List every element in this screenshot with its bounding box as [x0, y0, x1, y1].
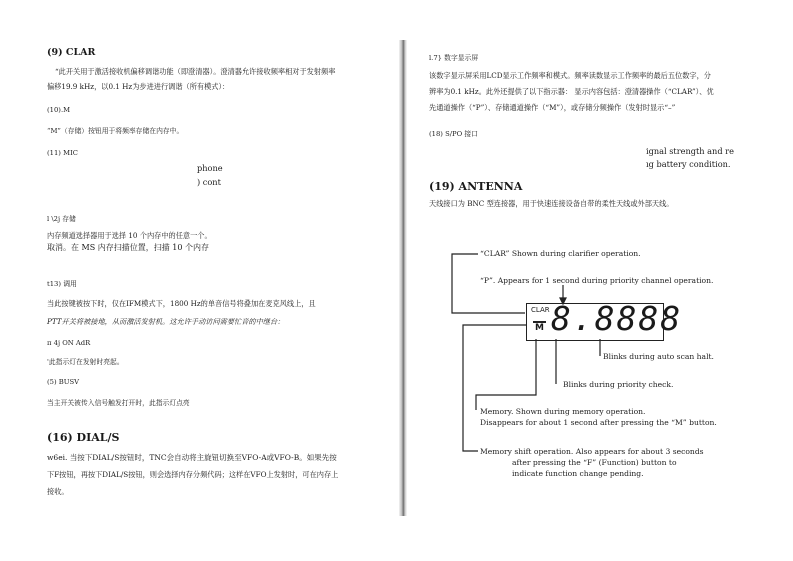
section-17-line-1: 该数字显示屏采用LCD显示工作频率和模式。频率读数显示工作频率的最后五位数字，分: [429, 71, 711, 80]
section-16-line-1: w6ei. 当按下DIAL/S按钮时，TNC会自动将主旋钮切换至VFO-A或VFO-B。如果先按: [47, 453, 337, 462]
caption-memory-1: Memory. Shown during memory operation.: [480, 407, 646, 416]
caption-memory-2: Disappears for about 1 second after pressing the “M” button.: [480, 418, 717, 427]
section-10-title: (10).M: [47, 106, 71, 114]
lcd-memory-indicator: M: [535, 323, 544, 333]
caption-priority-p: “P”. Appears for 1 second during priority channel operation.: [480, 276, 714, 285]
caption-priority-check: Blinks during priority check.: [563, 380, 674, 389]
section-11-title: (11) MIC: [47, 149, 78, 157]
section-13-title: t13) 调用: [47, 280, 77, 288]
section-15-line-1: 当主开关被传入信号触发打开时，此指示灯点亮: [47, 399, 190, 407]
caption-memory-shift-2: after pressing the “F” (Function) button to: [512, 458, 677, 467]
section-17-title: l.7} 数字显示屏: [429, 54, 479, 62]
caption-memory-shift-1: Memory shift operation. Also appears for about 3 seconds: [480, 447, 704, 456]
section-17-line-2: 辨率为0.1 kHz。此外还提供了以下指示器： 显示内容包括：澄清器操作（“CLAR”）、优: [429, 87, 714, 96]
section-19-line-1: 天线接口为 BNC 型连接器，用于快速连接设备自带的柔性天线或外部天线。: [429, 199, 674, 208]
section-10-line-1: “M”（存储）按钮用于将频率存储在内存中。: [47, 127, 184, 135]
section-12-line-2: 取消。在 MS 内存扫描位置，扫描 10 个内存: [47, 243, 210, 252]
caption-auto-scan-halt: Blinks during auto scan halt.: [603, 352, 714, 361]
section-19-title: (19) ANTENNA: [429, 180, 523, 193]
lcd-frequency-digits: 8.8888: [551, 299, 683, 338]
lcd-clar-indicator: CLAR: [531, 306, 550, 314]
text-fragment-battery: ıg battery condition.: [646, 159, 731, 169]
section-9-line-2: 偏移19.9 kHz，以0.1 Hz为步进进行调谐（所有模式）：: [47, 82, 230, 91]
section-12-line-1: 内存频道选择器用于选择 10 个内存中的任意一个。: [47, 231, 212, 240]
text-fragment-cont: ) cont: [197, 177, 221, 187]
section-12-title: l \2j 存储: [47, 215, 76, 223]
section-15-title: (5) BUSV: [47, 378, 80, 386]
section-16-line-2: 下F按钮，再按下DIAL/S按钮，则会选择内存分频代码；这样在VFO上发射时，可在内存上: [47, 470, 339, 479]
section-9-title: (9) CLAR: [47, 47, 96, 58]
text-fragment-phone: phone: [197, 163, 223, 173]
section-14-title: π 4j ON AdR: [47, 339, 91, 347]
section-16-title: (16) DIAL/S: [47, 431, 120, 444]
section-18-title: (18) S/PO 接口: [429, 130, 478, 138]
section-13-line-1: 当此按键被按下时，仅在IFM模式下，1800 Hz的单音信号将叠加在麦克风线上，且: [47, 299, 316, 308]
text-fragment-signal: ignal strength and re: [646, 146, 734, 156]
caption-memory-shift-3: indicate function change pending.: [512, 469, 644, 478]
caption-clar: “CLAR” Shown during clarifier operation.: [480, 249, 641, 258]
section-9-line-1: “此开关用于激活接收机偏移调谐功能（即澄清器）。澄清器允许接收频率相对于发射频率: [55, 67, 336, 76]
section-13-line-2: PTT开关将被接地，从而激活发射机。这允许手动访问需要忙音的中继台：: [47, 317, 285, 326]
section-17-line-3: 先通道操作（“P”）、存储通道操作（“M”），或存储分频操作（发射时显示“–”: [429, 103, 676, 112]
section-16-line-3: 接收。: [47, 487, 69, 496]
section-14-line-1: '此指示灯在发射时亮起。: [47, 358, 124, 366]
